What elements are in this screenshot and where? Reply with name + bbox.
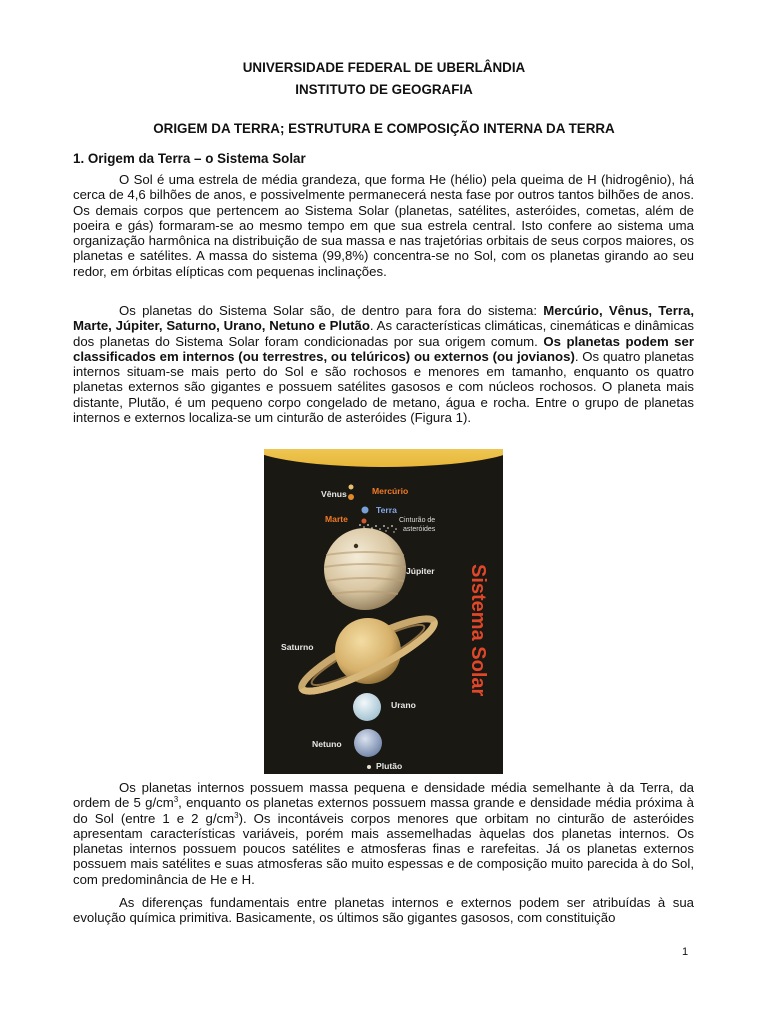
label-asteroides-1: Cinturão de: [399, 517, 436, 524]
paragraph-3-text-b: , enquanto os planetas externos possuem massa grande e densidade média próxima à do Sol (entre 1 e 2 g/cm: [73, 795, 694, 826]
superscript-1: 3: [173, 795, 179, 805]
document-title: ORIGEM DA TERRA; ESTRUTURA E COMPOSIÇÃO INTERNA DA TERRA: [153, 121, 615, 136]
figure-side-title: Sistema Solar: [467, 564, 489, 697]
label-plutao: Plutão: [376, 761, 403, 771]
solar-system-figure: [264, 449, 503, 774]
label-terra: Terra: [376, 505, 397, 515]
terra-shape: [362, 507, 369, 514]
label-asteroides-2: asteróides: [403, 526, 436, 533]
label-venus: Vênus: [321, 489, 347, 499]
paragraph-planetas-text-a: Os planetas do Sistema Solar são, de dentro para fora do sistema:: [119, 303, 544, 318]
label-marte: Marte: [325, 514, 348, 524]
label-jupiter: Júpiter: [406, 566, 435, 576]
urano-shape: [353, 693, 381, 721]
paragraph-internos-externos: [73, 780, 694, 887]
plutao-shape: [367, 765, 371, 769]
planet-list: Mercúrio, Vênus, Terra, Marte, Júpiter, Saturno, Urano, Netuno e Plutão: [73, 303, 694, 334]
marte-shape: [362, 519, 367, 524]
paragraph-sol: O Sol é uma estrela de média grandeza, que forma He (hélio) pela queima de H (hidrogênio), há cerca de 4,6 bilhões de anos, e possivelmente permanecerá nesta fase por outros tantos bilhões de anos. Os demais corpos que pertencem ao Sistema Solar (planetas, satélites, asteróides, cometas, além de poeira e gás) formaram-se ao mesmo tempo em que sua estrela central. Isto confere ao sistema uma organização harmônica na distribuição de sua massa e nas trajetórias orbitais de seus corpos maiores, os planetas e satélites. A massa do sistema (99,8%) concentra-se no Sol, com os planetas girando ao seu redor, em órbitas elípticas com pequenas inclinações.: [73, 172, 694, 279]
mercurio-shape: [348, 494, 354, 500]
jupiter-moon: [354, 544, 358, 548]
paragraph-planetas-text-c: . As características climáticas, cinemáticas e dinâmicas dos planetas do Sistema Solar foram condicionadas por sua origem comum.: [73, 318, 694, 349]
label-saturno: Saturno: [281, 642, 314, 652]
venus-shape: [349, 485, 354, 490]
institute-name: INSTITUTO DE GEOGRAFIA: [295, 82, 473, 97]
paragraph-3-text-c: ). Os incontáveis corpos menores que orbitam no cinturão de asteróides apresentam características variáveis, porém mais assemelhadas àquelas dos planetas internos. Os planetas internos possuem poucos satélites e atmosferas finas e rarefeitas. Já os planetas externos possuem mais satélites e suas atmosferas são muito espessas e de composição muito parecida à do Sol, com predominância de He e H.: [73, 810, 694, 887]
paragraph-3-text-a: Os planetas internos possuem massa pequena e densidade média semelhante à da Terra, da ordem de 5 g/cm: [73, 780, 694, 811]
paragraph-planetas: [73, 303, 694, 425]
section-heading: 1. Origem da Terra – o Sistema Solar: [73, 151, 306, 166]
page-number: 1: [682, 946, 689, 958]
paragraph-planetas-text-e: . Os quatro planetas internos situam-se mais perto do Sol e são rochosos e menores em tamanho, enquanto os quatro planetas externos são gigantes e possuem satélites gasosos e com núcleos rochosos. O planeta mais distante, Plutão, é um pequeno corpo congelado de metano, água e rocha. Entre o grupo de planetas internos e externos localiza-se um cinturão de asteróides (Figura 1).: [73, 348, 694, 426]
netuno-shape: [354, 729, 382, 757]
planet-classification: Os planetas podem ser classificados em internos (ou terrestres, ou telúricos) ou externos (ou jovianos): [73, 333, 694, 364]
university-name: UNIVERSIDADE FEDERAL DE UBERLÂNDIA: [242, 60, 526, 75]
label-netuno: Netuno: [312, 739, 342, 749]
label-urano: Urano: [391, 700, 416, 710]
paragraph-diferencas: As diferenças fundamentais entre planetas internos e externos podem ser atribuídas à sua evolução química primitiva. Basicamente, os últimos são gigantes gasosos, com constituição: [73, 895, 694, 926]
jupiter-shape: [324, 528, 406, 610]
label-mercurio: Mercúrio: [372, 486, 409, 496]
superscript-2: 3: [234, 810, 239, 820]
